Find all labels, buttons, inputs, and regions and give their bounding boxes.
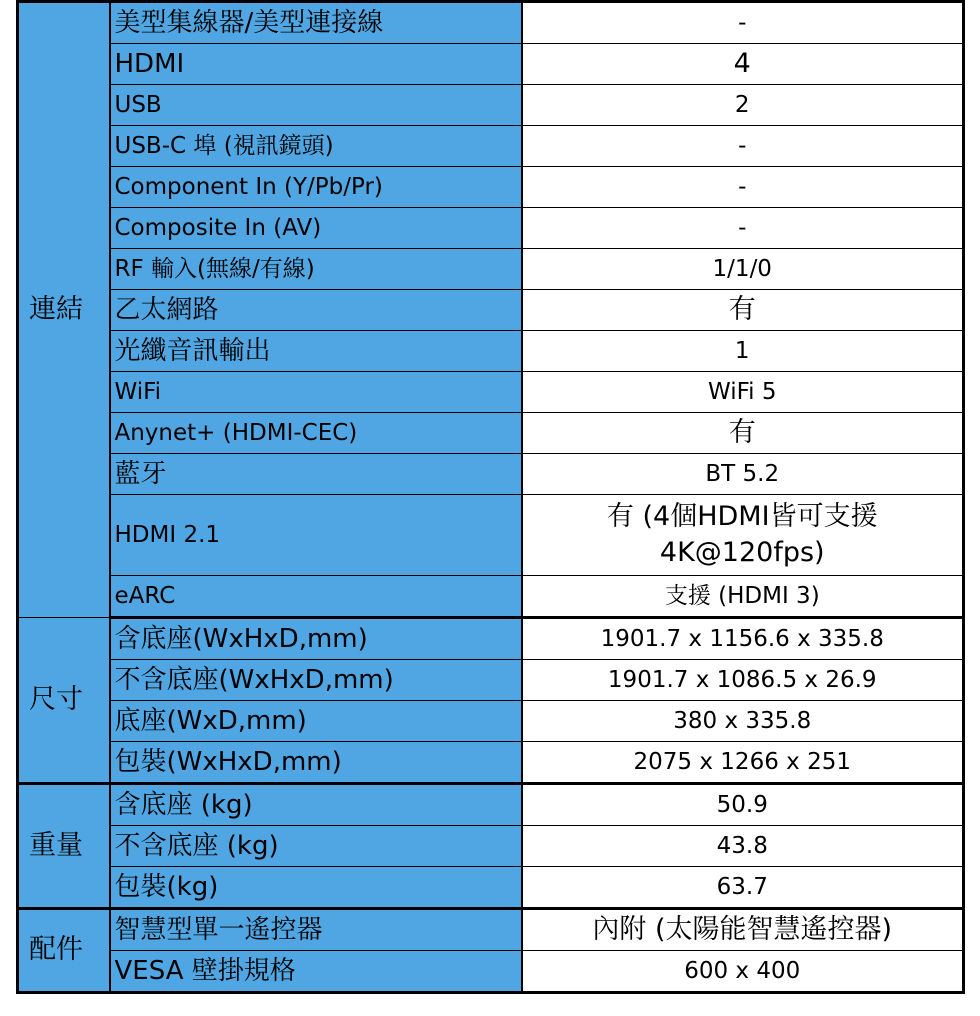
table-row [18,2,964,44]
category-connectivity: 連結 [18,2,110,618]
table-row [18,413,964,454]
feature-label: HDMI [110,44,522,85]
feature-value: 2075 x 1266 x 251 [522,742,964,784]
table-row [18,618,964,660]
table-row [18,742,964,784]
feature-value: 1901.7 x 1156.6 x 335.8 [522,618,964,660]
feature-value: - [522,208,964,249]
table-row [18,249,964,290]
feature-label: 乙太網路 [110,290,522,331]
feature-value: 4 [522,44,964,85]
category-dimensions: 尺寸 [18,618,110,784]
spec-table [16,0,965,994]
feature-label: 含底座(WxHxD,mm) [110,618,522,660]
feature-label: USB [110,85,522,126]
feature-label: 藍牙 [110,454,522,495]
category-weight: 重量 [18,784,110,909]
table-row [18,951,964,993]
feature-value: BT 5.2 [522,454,964,495]
feature-value: 有 [522,413,964,454]
table-row [18,126,964,167]
table-row [18,44,964,85]
feature-value: 1901.7 x 1086.5 x 26.9 [522,660,964,701]
feature-value: 有 (4個HDMI皆可支援 4K@120fps) [522,495,964,576]
feature-label: 智慧型單一遙控器 [110,909,522,951]
table-row [18,331,964,372]
feature-value: 2 [522,85,964,126]
table-row [18,454,964,495]
feature-value: 支援 (HDMI 3) [522,576,964,618]
feature-label: RF 輸入(無線/有線) [110,249,522,290]
feature-label: Component In (Y/Pb/Pr) [110,167,522,208]
feature-label: 含底座 (kg) [110,784,522,826]
feature-label: 美型集線器/美型連接線 [110,2,522,44]
feature-label: WiFi [110,372,522,413]
feature-value: 63.7 [522,867,964,909]
feature-value: 43.8 [522,826,964,867]
feature-value: 內附 (太陽能智慧遙控器) [522,909,964,951]
table-row [18,909,964,951]
feature-value: - [522,2,964,44]
feature-value: 1 [522,331,964,372]
feature-value: 600 x 400 [522,951,964,993]
feature-label: Composite In (AV) [110,208,522,249]
feature-label: 底座(WxD,mm) [110,701,522,742]
table-row [18,208,964,249]
feature-value: 380 x 335.8 [522,701,964,742]
feature-label: 不含底座 (kg) [110,826,522,867]
table-row [18,826,964,867]
feature-label: HDMI 2.1 [110,495,522,576]
table-row [18,784,964,826]
feature-label: Anynet+ (HDMI-CEC) [110,413,522,454]
table-row [18,701,964,742]
feature-value: 有 [522,290,964,331]
table-row [18,495,964,576]
feature-value: - [522,126,964,167]
category-accessories: 配件 [18,909,110,993]
table-row [18,85,964,126]
feature-label: USB-C 埠 (視訊鏡頭) [110,126,522,167]
table-row [18,867,964,909]
feature-value: 50.9 [522,784,964,826]
feature-value: WiFi 5 [522,372,964,413]
table-row [18,290,964,331]
table-row [18,660,964,701]
feature-label: eARC [110,576,522,618]
table-row [18,372,964,413]
feature-label: 包裝(kg) [110,867,522,909]
feature-label: VESA 壁掛規格 [110,951,522,993]
table-row [18,167,964,208]
feature-label: 包裝(WxHxD,mm) [110,742,522,784]
feature-label: 不含底座(WxHxD,mm) [110,660,522,701]
feature-value: 1/1/0 [522,249,964,290]
feature-value: - [522,167,964,208]
feature-label: 光纖音訊輸出 [110,331,522,372]
table-row [18,576,964,618]
